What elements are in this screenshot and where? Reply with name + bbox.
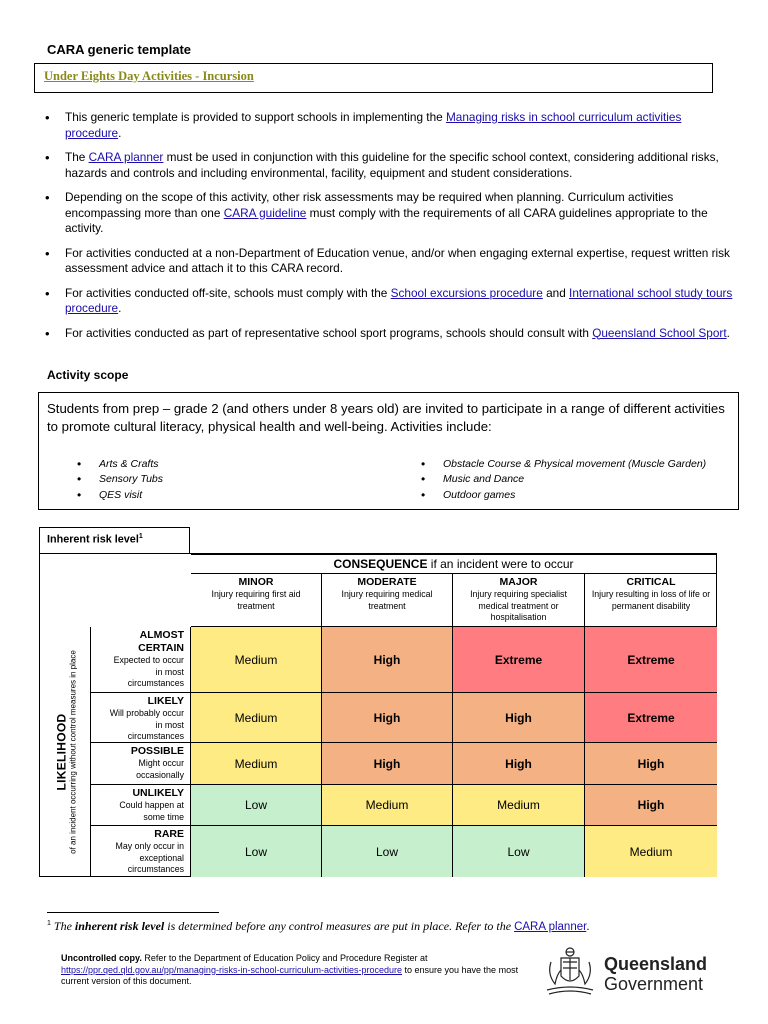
- footnote-cara-planner-link[interactable]: CARA planner: [514, 921, 587, 933]
- likelihood-row-almost-certain: [91, 627, 191, 693]
- managing-risks-procedure-link[interactable]: Managing risks in school curriculum activities procedure: [65, 110, 682, 140]
- consequence-header: [191, 554, 717, 574]
- intro-bullet: [44, 326, 734, 342]
- footnote: [47, 919, 590, 934]
- risk-cell: Medium: [191, 627, 322, 693]
- intro-bullet: [44, 286, 734, 317]
- bullet-text: .: [118, 125, 122, 140]
- risk-cell: High: [322, 693, 453, 743]
- bullet-text: The: [65, 150, 89, 164]
- footnote-marker: 1: [138, 533, 143, 540]
- row-description: Will probably occur in most circumstances: [109, 708, 184, 741]
- footnote-text: The: [50, 919, 75, 933]
- likelihood-subtitle: of an incident occurring without control measures in place: [68, 650, 78, 854]
- row-title: UNLIKELY: [132, 787, 184, 799]
- bullet-text: .: [726, 325, 730, 340]
- risk-cell: Extreme: [585, 693, 717, 743]
- logo-government: Government: [604, 974, 704, 994]
- risk-cell: Medium: [585, 826, 717, 877]
- activity-title-box: [34, 63, 713, 93]
- activity-item: • Outdoor games: [421, 488, 706, 503]
- activity-list-left: [77, 457, 163, 503]
- intro-bullet-list: [44, 110, 734, 350]
- risk-cell: High: [322, 627, 453, 693]
- activity-item: • Music and Dance: [421, 472, 706, 487]
- bullet-text: For activities conducted at a non-Department of Education venue, and/or when engaging external expertise, request written risk assessment advice and attach it to this CARA record.: [65, 245, 730, 275]
- row-description: Might occur occasionally: [136, 758, 184, 780]
- footnote-divider: [47, 912, 219, 913]
- risk-cell: High: [322, 743, 453, 785]
- likelihood-row-rare: [91, 826, 191, 877]
- risk-cell: Low: [322, 826, 453, 877]
- intro-bullet: [44, 190, 734, 237]
- risk-cell: High: [453, 743, 585, 785]
- cara-planner-link[interactable]: CARA planner: [88, 150, 164, 164]
- footnote-bold-text: inherent risk level: [74, 919, 165, 933]
- activity-list-right: [421, 457, 706, 503]
- likelihood-row-unlikely: [91, 785, 191, 826]
- footer-bold: Uncontrolled copy.: [61, 953, 142, 963]
- consequence-title: CONSEQUENCE: [333, 557, 428, 571]
- footnote-text: is determined before any control measures are put in place. Refer to the: [164, 919, 515, 933]
- activity-item: • QES visit: [77, 488, 163, 503]
- row-description: May only occur in exceptional circumstances: [115, 841, 184, 874]
- risk-matrix: [39, 553, 717, 877]
- row-description: Could happen at some time: [119, 800, 184, 822]
- activity-item: • Arts & Crafts: [77, 457, 163, 472]
- intro-bullet: [44, 246, 734, 277]
- footnote-text: .: [586, 921, 590, 933]
- risk-cell: Medium: [191, 693, 322, 743]
- risk-cell: High: [453, 693, 585, 743]
- intro-bullet: [44, 150, 734, 181]
- row-description: Expected to occur in most circumstances: [113, 655, 184, 688]
- activity-item: • Obstacle Course & Physical movement (Muscle Garden): [421, 457, 706, 472]
- consequence-column-major: [453, 574, 585, 627]
- bullet-text: must be used in conjunction with this guideline for the specific school context, considering additional risks, hazards and controls and including environmental, facility, equipment and student considerations.: [65, 150, 719, 180]
- likelihood-row-likely: [91, 693, 191, 743]
- row-title: LIKELY: [147, 695, 184, 707]
- column-description: Injury requiring first aid treatment: [211, 589, 301, 611]
- risk-cell: Low: [191, 826, 322, 877]
- bullet-text: .: [118, 301, 122, 315]
- coat-of-arms-icon: [541, 944, 599, 1000]
- intro-bullet: [44, 110, 734, 141]
- footnote-number: 1: [47, 920, 51, 928]
- bullet-text: and: [542, 285, 570, 300]
- row-title: POSSIBLE: [130, 745, 184, 757]
- risk-cell: Medium: [453, 785, 585, 826]
- activity-scope-box: [38, 392, 739, 510]
- bullet-text: This generic template is provided to support schools in implementing the: [65, 110, 446, 124]
- queensland-government-logo: [541, 944, 716, 1000]
- risk-cell: Extreme: [453, 627, 585, 693]
- activity-title: Under Eights Day Activities - Incursion: [44, 69, 254, 83]
- footer-text: Refer to the Department of Education Policy and Procedure Register at: [141, 953, 428, 963]
- consequence-subtitle: if an incident were to occur: [427, 557, 574, 571]
- queensland-school-sport-link[interactable]: Queensland School Sport: [592, 325, 727, 340]
- international-study-tours-procedure-link[interactable]: International school study tours procedure: [65, 285, 733, 315]
- activity-scope-description: Students from prep – grade 2 (and others under 8 years old) are invited to participate in a range of different activities to promote cultural literacy, physical health and well-being. Activities include:: [47, 401, 725, 434]
- column-description: Injury requiring medical treatment: [341, 589, 433, 611]
- column-title: MINOR: [238, 576, 274, 588]
- activity-scope-heading: Activity scope: [47, 368, 129, 382]
- school-excursions-procedure-link[interactable]: School excursions procedure: [390, 285, 543, 300]
- footer-notice: [61, 953, 531, 988]
- logo-queensland: Queensland: [604, 954, 708, 974]
- consequence-column-critical: [585, 574, 717, 627]
- bullet-text: must comply with the requirements of all CARA guidelines appropriate to the activity.: [65, 205, 708, 235]
- activity-item: • Sensory Tubs: [77, 472, 163, 487]
- likelihood-row-possible: [91, 743, 191, 785]
- likelihood-header: [40, 627, 91, 877]
- inherent-risk-level-label: [39, 527, 190, 554]
- risk-cell: Medium: [191, 743, 322, 785]
- risk-cell: Low: [191, 785, 322, 826]
- risk-cell: Medium: [322, 785, 453, 826]
- consequence-column-minor: [191, 574, 322, 627]
- column-title: MODERATE: [357, 576, 417, 588]
- document-title: CARA generic template: [47, 42, 191, 57]
- risk-label-text: Inherent risk level: [47, 533, 139, 546]
- column-description: Injury resulting in loss of life or permanent disability: [591, 589, 711, 611]
- risk-cell: Extreme: [585, 627, 717, 693]
- risk-cell: High: [585, 743, 717, 785]
- cara-guideline-link[interactable]: CARA guideline: [223, 205, 307, 220]
- policy-register-link[interactable]: https://ppr.qed.qld.gov.au/pp/managing-risks-in-school-curriculum-activities-procedure: [61, 964, 402, 975]
- likelihood-title: LIKELIHOOD: [54, 713, 69, 791]
- row-title: RARE: [154, 828, 184, 840]
- risk-cell: High: [585, 785, 717, 826]
- column-description: Injury requiring specialist medical treatment or hospitalisation: [470, 589, 567, 622]
- bullet-text: For activities conducted off-site, schools must comply with the: [65, 285, 391, 300]
- bullet-text: Depending on the scope of this activity, other risk assessments may be required when planning. Curriculum activities encompassing more than one: [65, 190, 674, 220]
- row-title: ALMOST CERTAIN: [138, 629, 184, 654]
- bullet-text: For activities conducted as part of representative school sport programs, schools should consult with: [65, 325, 593, 340]
- risk-cell: Low: [453, 826, 585, 877]
- footer-text: to ensure you have the most current version of this document.: [61, 964, 519, 986]
- column-title: MAJOR: [499, 576, 538, 588]
- column-title: CRITICAL: [626, 576, 676, 588]
- consequence-column-moderate: [322, 574, 453, 627]
